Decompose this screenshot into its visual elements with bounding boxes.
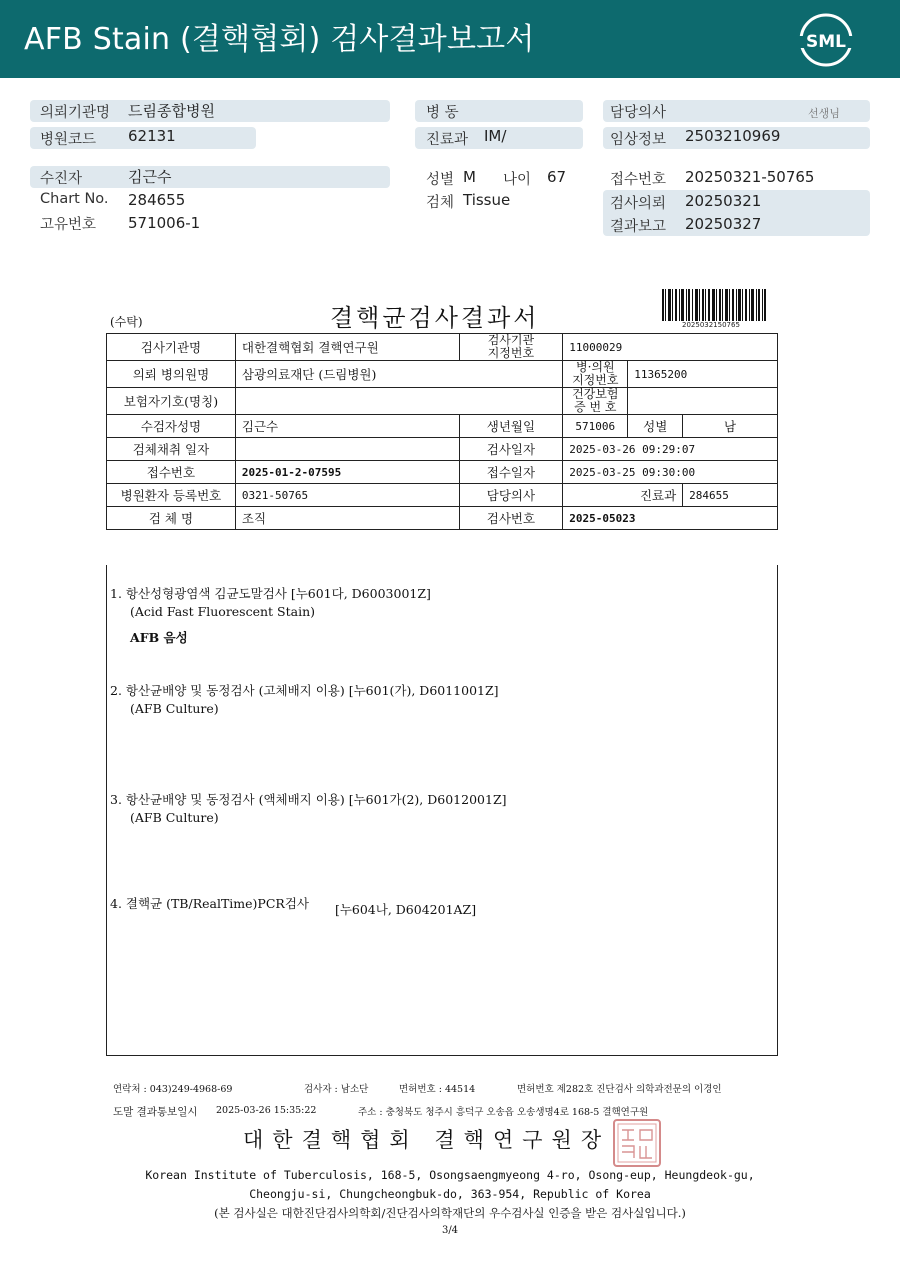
- uid-label: 고유번호: [40, 217, 97, 233]
- ward-label: 병 동: [426, 105, 459, 121]
- doctor-label: 담당의사: [610, 105, 667, 121]
- item-code: [누604나, D604201AZ]: [334, 902, 477, 917]
- birth-value: 571006: [563, 415, 628, 438]
- hospital-code-value: 62131: [128, 127, 176, 145]
- request-value: 20250321: [685, 192, 762, 210]
- table-row: [107, 438, 778, 461]
- insured-value: [235, 388, 562, 415]
- address-en-1: Korean Institute of Tuberculosis, 168-5, Osongsaengmyeong 4-ro, Osong-eup, Heungdeok-gu,: [145, 1168, 755, 1182]
- sex-label: 성별: [426, 172, 455, 188]
- physician-label: 담당의사: [459, 484, 563, 507]
- collect-label: 검체채취 일자: [107, 438, 236, 461]
- specimen-value: Tissue: [463, 191, 511, 209]
- item-title: 4. 결핵균 (TB/RealTime)PCR검사: [110, 896, 309, 911]
- final-report-time: 2025-03-26 15:35:22: [216, 1105, 317, 1116]
- hosp-id-label: 병·의원 지정번호: [563, 361, 628, 388]
- form-sex-value: 남: [683, 415, 778, 438]
- organization-name: 대한결핵협회 결핵연구원장: [243, 1128, 611, 1152]
- sml-logo-icon: [798, 12, 854, 68]
- sex-value: M: [463, 168, 476, 186]
- lab-name-label: 검사기관명: [107, 334, 236, 361]
- age-label: 나이: [503, 172, 532, 188]
- chart-value: 284655: [128, 191, 186, 209]
- results-box: [106, 565, 778, 1056]
- report-label: 결과보고: [610, 219, 667, 235]
- license2: 면허번호 제282호 진단검사 의학과전문의 이경인: [517, 1084, 722, 1095]
- received-label: 접수일자: [459, 461, 563, 484]
- collect-value: [235, 438, 459, 461]
- official-seal-icon: [612, 1118, 662, 1168]
- lab-id-value: 11000029: [563, 334, 778, 361]
- form-sex-label: 성별: [628, 415, 683, 438]
- dept-value: IM/: [484, 127, 507, 145]
- contact: 연락처 : 043)249-4968-69: [113, 1084, 233, 1095]
- result-item-3: [110, 791, 507, 827]
- result-item-4: [110, 895, 477, 917]
- result-form-table: [106, 333, 778, 530]
- item-title: 3. 항산균배양 및 동정검사 (액체배지 이용) [누601가(2), D6012001Z]: [110, 792, 507, 807]
- institution-label: 의뢰기관명: [40, 105, 111, 121]
- certification-note: (본 검사실은 대한진단검사의학회/진단검사의학재단의 우수검사실 인증을 받은 검사실입니다.): [214, 1206, 686, 1220]
- test-no-label: 검사번호: [459, 507, 563, 530]
- final-report-label: 도말 결과통보일시: [113, 1106, 198, 1118]
- patient-name-label: 수검자성명: [107, 415, 236, 438]
- barcode-icon: [662, 289, 766, 321]
- doctor-note: 선생님: [808, 107, 840, 120]
- lab-name-value: 대한결핵협회 결핵연구원: [235, 334, 459, 361]
- specimen-label: 검체: [426, 195, 455, 211]
- table-row: [107, 461, 778, 484]
- item-sub: (Acid Fast Fluorescent Stain): [130, 604, 316, 619]
- reception-label: 접수번호: [610, 172, 667, 188]
- item-title: 1. 항산성형광염색 김균도말검사 [누601다, D6003001Z]: [110, 586, 431, 601]
- item-sub: (AFB Culture): [130, 701, 219, 716]
- report-value: 20250327: [685, 215, 762, 233]
- reg-no-label: 병원환자 등록번호: [107, 484, 236, 507]
- examiner: 검사자 : 남소단: [304, 1084, 369, 1095]
- table-row: [107, 361, 778, 388]
- test-date-label: 검사일자: [459, 438, 563, 461]
- lab-id-label: 검사기관 지정번호: [459, 334, 563, 361]
- table-row: [107, 415, 778, 438]
- req-hospital-label: 의뢰 병의원명: [107, 361, 236, 388]
- hosp-id-value: 11365200: [628, 361, 778, 388]
- result-item-2: [110, 682, 499, 718]
- form-title: 결핵균검사결과서: [330, 304, 540, 332]
- req-hospital-value: 삼광의료재단 (드림병원): [235, 361, 562, 388]
- reception-value: 20250321-50765: [685, 168, 815, 186]
- insured-label: 보험자기호(명칭): [107, 388, 236, 415]
- svg-text:SML: SML: [806, 32, 846, 52]
- table-row: [107, 388, 778, 415]
- form-specimen-label: 검 체 명: [107, 507, 236, 530]
- clinical-label: 임상정보: [610, 132, 667, 148]
- commission-label: (수탁): [110, 315, 143, 329]
- test-no-value: 2025-05023: [563, 507, 778, 530]
- health-id-label: 건강보험 증 번 호: [563, 388, 628, 415]
- test-date-value: 2025-03-26 09:29:07: [563, 438, 778, 461]
- uid-value: 571006-1: [128, 214, 201, 232]
- table-row: [107, 334, 778, 361]
- health-id-value: [628, 388, 778, 415]
- address-en-2: Cheongju-si, Chungcheongbuk-do, 363-954, Republic of Korea: [249, 1187, 651, 1201]
- report-title: AFB Stain (결핵협회) 검사결과보고서: [24, 22, 535, 57]
- age-value: 67: [547, 168, 567, 186]
- license1: 면허번호 : 44514: [399, 1084, 476, 1095]
- table-row: [107, 484, 778, 507]
- barcode-number: 2025032150765: [682, 321, 740, 329]
- accession-label: 접수번호: [107, 461, 236, 484]
- table-row: [107, 507, 778, 530]
- patient-label: 수진자: [40, 171, 83, 187]
- received-value: 2025-03-25 09:30:00: [563, 461, 778, 484]
- dept-label: 진료과: [426, 132, 469, 148]
- item-sub: (AFB Culture): [130, 810, 219, 825]
- address-kr: 주소 : 충청북도 청주시 흥덕구 오송읍 오송생명4로 168-5 결핵연구원: [358, 1107, 649, 1118]
- result-item-1: [110, 585, 431, 647]
- clinical-value: 2503210969: [685, 127, 781, 145]
- patient-row-bg: [30, 166, 390, 188]
- clinic-label: 진료과: [563, 484, 683, 507]
- patient-name-value: 김근수: [235, 415, 459, 438]
- item-title: 2. 항산균배양 및 동정검사 (고체배지 이용) [누601(가), D6011001Z]: [110, 683, 499, 698]
- request-label: 검사의뢰: [610, 196, 667, 212]
- item-result: AFB 음성: [130, 630, 188, 645]
- chart-label: Chart No.: [40, 191, 109, 207]
- accession-value: 2025-01-2-07595: [235, 461, 459, 484]
- patient-value: 김근수: [128, 168, 172, 186]
- report-header: [0, 0, 900, 78]
- clinic-value: 284655: [683, 484, 778, 507]
- birth-label: 생년월일: [459, 415, 563, 438]
- institution-value: 드림종합병원: [128, 102, 215, 120]
- page-number: 3/4: [441, 1225, 459, 1236]
- form-specimen-value: 조직: [235, 507, 459, 530]
- reg-no-value: 0321-50765: [235, 484, 459, 507]
- hospital-code-label: 병원코드: [40, 132, 97, 148]
